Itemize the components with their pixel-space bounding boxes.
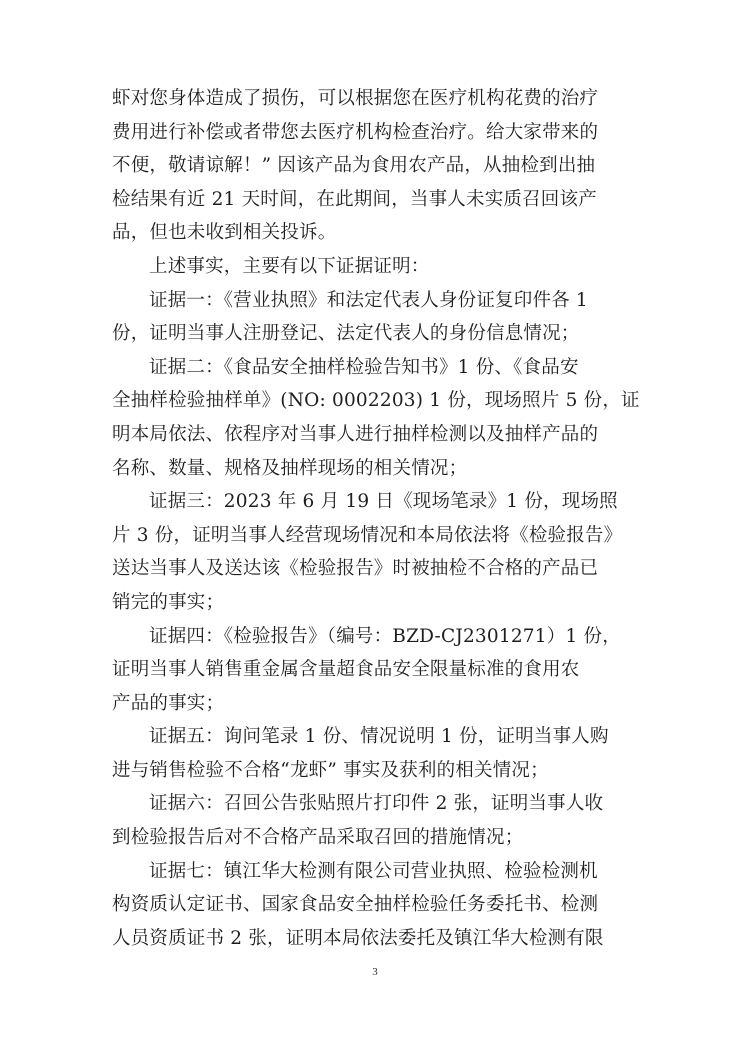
text-line: 检结果有近 21 天时间，在此期间，当事人未实质召回该产 (112, 188, 597, 210)
text-line: 名称、数量、规格及抽样现场的相关情况； (112, 457, 468, 479)
text-line: 明本局依法、依程序对当事人进行抽样检测以及抽样产品的 (112, 423, 599, 445)
evidence-7-line: 证据七：镇江华大检测有限公司营业执照、检验检测机 (149, 860, 598, 882)
text-line: 构资质认定证书、国家食品安全抽样检验任务委托书、检测 (112, 894, 599, 916)
evidence-1-line: 证据一：《营业执照》和法定代表人身份证复印件各 1 (149, 289, 588, 311)
text-line: 产品的事实； (112, 692, 225, 714)
page-number: 3 (372, 966, 378, 978)
text-line: 上述事实，主要有以下证据证明： (149, 255, 430, 277)
text-line: 人员资质证书 2 张，证明本局依法委托及镇江华大检测有限 (112, 927, 604, 949)
text-line: 费用进行补偿或者带您去医疗机构检查治疗。给大家带来的 (112, 121, 599, 143)
evidence-5-line: 证据五：询问笔录 1 份、情况说明 1 份，证明当事人购 (149, 726, 609, 748)
evidence-3-line: 证据三：2023 年 6 月 19 日《现场笔录》1 份，现场照 (149, 491, 618, 513)
text-line: 到检验报告后对不合格产品采取召回的措施情况； (112, 827, 524, 849)
evidence-2-line: 证据二：《食品安全抽样检验告知书》1 份、《食品安 (149, 356, 579, 378)
text-line: 送达当事人及送达该《检验报告》时被抽检不合格的产品已 (112, 558, 599, 580)
text-line: 品，但也未收到相关投诉。 (112, 222, 337, 244)
text-line: 片 3 份，证明当事人经营现场情况和本局依法将《检验报告》 (112, 524, 623, 546)
text-line: 份，证明当事人注册登记、法定代表人的身份信息情况； (112, 323, 580, 345)
body-text (112, 82, 652, 955)
text-line: 不便，敬请谅解！” 因该产品为食用农产品，从抽检到出抽 (112, 155, 596, 177)
text-line: 销完的事实； (112, 591, 225, 613)
evidence-4-line: 证据四：《检验报告》（编号：BZD-CJ2301271）1 份， (149, 625, 621, 647)
text-line: 进与销售检验不合格“龙虾” 事实及获利的相关情况； (112, 759, 549, 781)
text-line: 证明当事人销售重金属含量超食品安全限量标准的食用农 (112, 659, 580, 681)
text-line: 全抽样检验抽样单》(NO: 0002203) 1 份，现场照片 5 份，证 (112, 390, 640, 412)
evidence-6-line: 证据六：召回公告张贴照片打印件 2 张，证明当事人收 (149, 793, 604, 815)
text-line: 虾对您身体造成了损伤，可以根据您在医疗机构花费的治疗 (112, 88, 599, 109)
